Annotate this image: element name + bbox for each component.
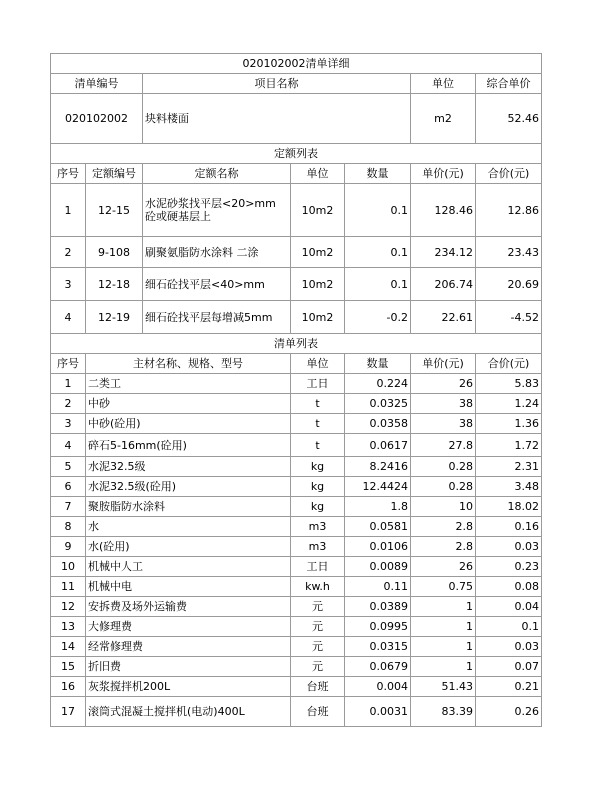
bill-header-row <box>51 74 542 94</box>
quota-qty: -0.2 <box>345 301 411 334</box>
list-no: 3 <box>51 414 86 434</box>
quota-unit: 10m2 <box>291 301 345 334</box>
quota-total: 20.69 <box>476 268 542 301</box>
list-header-qty: 数量 <box>345 354 411 374</box>
list-qty: 0.0679 <box>345 657 411 677</box>
list-total: 0.1 <box>476 617 542 637</box>
list-total: 0.03 <box>476 537 542 557</box>
list-no: 8 <box>51 517 86 537</box>
list-name: 机械中电 <box>86 577 291 597</box>
list-price: 10 <box>411 497 476 517</box>
quota-no: 1 <box>51 184 86 237</box>
quota-code: 12-15 <box>86 184 143 237</box>
list-price: 27.8 <box>411 434 476 457</box>
bill-row <box>51 94 542 144</box>
list-name: 折旧费 <box>86 657 291 677</box>
list-no: 4 <box>51 434 86 457</box>
list-name: 大修理费 <box>86 617 291 637</box>
quota-header-price: 单价(元) <box>411 164 476 184</box>
table-row <box>51 374 542 394</box>
title-row <box>51 54 542 74</box>
list-name: 水泥32.5级(砼用) <box>86 477 291 497</box>
list-price: 1 <box>411 657 476 677</box>
list-name: 水(砼用) <box>86 537 291 557</box>
material-list <box>51 374 542 727</box>
list-price: 1 <box>411 637 476 657</box>
list-qty: 0.224 <box>345 374 411 394</box>
list-total: 5.83 <box>476 374 542 394</box>
table-row <box>51 394 542 414</box>
list-qty: 0.0617 <box>345 434 411 457</box>
list-unit: 台班 <box>291 697 345 727</box>
quota-qty: 0.1 <box>345 268 411 301</box>
list-no: 13 <box>51 617 86 637</box>
list-unit: 台班 <box>291 677 345 697</box>
list-name: 机械中人工 <box>86 557 291 577</box>
quota-row <box>51 184 542 237</box>
header-bill-code: 清单编号 <box>51 74 143 94</box>
list-price: 26 <box>411 557 476 577</box>
list-no: 15 <box>51 657 86 677</box>
quota-name: 细石砼找平层<40>mm <box>143 268 291 301</box>
list-qty: 0.0106 <box>345 537 411 557</box>
table-row <box>51 677 542 697</box>
list-no: 10 <box>51 557 86 577</box>
quota-total: -4.52 <box>476 301 542 334</box>
header-unit-price: 综合单价 <box>476 74 542 94</box>
quota-total: 12.86 <box>476 184 542 237</box>
list-no: 9 <box>51 537 86 557</box>
bill-code: 020102002 <box>51 94 143 144</box>
bill-name: 块料楼面 <box>143 94 411 144</box>
list-qty: 0.0358 <box>345 414 411 434</box>
list-unit: 元 <box>291 637 345 657</box>
list-price: 1 <box>411 617 476 637</box>
quota-code: 12-19 <box>86 301 143 334</box>
quota-unit: 10m2 <box>291 237 345 268</box>
list-unit: t <box>291 434 345 457</box>
quota-header-row <box>51 164 542 184</box>
list-qty: 8.2416 <box>345 457 411 477</box>
list-name: 聚胺脂防水涂料 <box>86 497 291 517</box>
list-header-row <box>51 354 542 374</box>
bill-detail-table <box>50 53 542 727</box>
list-price: 83.39 <box>411 697 476 727</box>
header-unit: 单位 <box>411 74 476 94</box>
quota-price: 128.46 <box>411 184 476 237</box>
table-row <box>51 434 542 457</box>
list-no: 1 <box>51 374 86 394</box>
list-price: 38 <box>411 394 476 414</box>
list-unit: kg <box>291 457 345 477</box>
quota-no: 2 <box>51 237 86 268</box>
list-price: 2.8 <box>411 517 476 537</box>
table-row <box>51 577 542 597</box>
quota-total: 23.43 <box>476 237 542 268</box>
quota-header-code: 定额编号 <box>86 164 143 184</box>
list-unit: m3 <box>291 517 345 537</box>
list-unit: 工日 <box>291 374 345 394</box>
quota-section-title: 定额列表 <box>51 144 542 164</box>
list-name: 碎石5-16mm(砼用) <box>86 434 291 457</box>
table-row <box>51 617 542 637</box>
list-price: 2.8 <box>411 537 476 557</box>
list-price: 26 <box>411 374 476 394</box>
list-qty: 0.0089 <box>345 557 411 577</box>
quota-row <box>51 237 542 268</box>
list-total: 3.48 <box>476 477 542 497</box>
table-row <box>51 497 542 517</box>
quota-code: 9-108 <box>86 237 143 268</box>
list-unit: 工日 <box>291 557 345 577</box>
list-no: 17 <box>51 697 86 727</box>
list-price: 0.28 <box>411 477 476 497</box>
list-no: 11 <box>51 577 86 597</box>
list-no: 5 <box>51 457 86 477</box>
list-header-total: 合价(元) <box>476 354 542 374</box>
list-name: 中砂(砼用) <box>86 414 291 434</box>
list-total: 0.08 <box>476 577 542 597</box>
list-price: 38 <box>411 414 476 434</box>
quota-row <box>51 268 542 301</box>
table-row <box>51 557 542 577</box>
list-name: 水泥32.5级 <box>86 457 291 477</box>
header-item-name: 项目名称 <box>143 74 411 94</box>
list-total: 0.23 <box>476 557 542 577</box>
list-qty: 0.0325 <box>345 394 411 414</box>
table-row <box>51 517 542 537</box>
list-total: 2.31 <box>476 457 542 477</box>
quota-price: 234.12 <box>411 237 476 268</box>
list-section-row <box>51 334 542 354</box>
quota-row <box>51 301 542 334</box>
table-row <box>51 537 542 557</box>
list-unit: t <box>291 394 345 414</box>
list-name: 中砂 <box>86 394 291 414</box>
list-unit: kg <box>291 497 345 517</box>
list-unit: 元 <box>291 617 345 637</box>
quota-header-unit: 单位 <box>291 164 345 184</box>
list-total: 0.16 <box>476 517 542 537</box>
quota-qty: 0.1 <box>345 237 411 268</box>
list-name: 灰浆搅拌机200L <box>86 677 291 697</box>
list-name: 安拆费及场外运输费 <box>86 597 291 617</box>
list-unit: m3 <box>291 537 345 557</box>
list-unit: 元 <box>291 597 345 617</box>
list-no: 7 <box>51 497 86 517</box>
list-qty: 12.4424 <box>345 477 411 497</box>
list-qty: 0.11 <box>345 577 411 597</box>
table-title: 020102002清单详细 <box>51 54 542 74</box>
quota-section-row <box>51 144 542 164</box>
list-header-no: 序号 <box>51 354 86 374</box>
list-total: 0.26 <box>476 697 542 727</box>
table-row <box>51 477 542 497</box>
quota-price: 206.74 <box>411 268 476 301</box>
quota-price: 22.61 <box>411 301 476 334</box>
list-total: 1.24 <box>476 394 542 414</box>
list-price: 0.75 <box>411 577 476 597</box>
list-total: 0.03 <box>476 637 542 657</box>
bill-price: 52.46 <box>476 94 542 144</box>
table-row <box>51 597 542 617</box>
list-qty: 1.8 <box>345 497 411 517</box>
list-price: 51.43 <box>411 677 476 697</box>
list-total: 1.72 <box>476 434 542 457</box>
list-price: 1 <box>411 597 476 617</box>
list-no: 2 <box>51 394 86 414</box>
table-row <box>51 657 542 677</box>
table-row <box>51 457 542 477</box>
list-no: 6 <box>51 477 86 497</box>
quota-no: 4 <box>51 301 86 334</box>
table-row <box>51 637 542 657</box>
quota-header-no: 序号 <box>51 164 86 184</box>
list-unit: kw.h <box>291 577 345 597</box>
quota-unit: 10m2 <box>291 268 345 301</box>
list-name: 水 <box>86 517 291 537</box>
list-total: 0.07 <box>476 657 542 677</box>
list-unit: t <box>291 414 345 434</box>
list-total: 18.02 <box>476 497 542 517</box>
list-name: 二类工 <box>86 374 291 394</box>
list-header-price: 单价(元) <box>411 354 476 374</box>
list-qty: 0.0995 <box>345 617 411 637</box>
quota-header-total: 合价(元) <box>476 164 542 184</box>
list-name: 经常修理费 <box>86 637 291 657</box>
quota-code: 12-18 <box>86 268 143 301</box>
list-no: 14 <box>51 637 86 657</box>
quota-unit: 10m2 <box>291 184 345 237</box>
list-total: 0.21 <box>476 677 542 697</box>
bill-unit: m2 <box>411 94 476 144</box>
list-qty: 0.0581 <box>345 517 411 537</box>
list-section-title: 清单列表 <box>51 334 542 354</box>
list-no: 16 <box>51 677 86 697</box>
quota-header-name: 定额名称 <box>143 164 291 184</box>
list-total: 1.36 <box>476 414 542 434</box>
list-header-unit: 单位 <box>291 354 345 374</box>
quota-header-qty: 数量 <box>345 164 411 184</box>
list-qty: 0.0315 <box>345 637 411 657</box>
list-name: 滚筒式混凝土搅拌机(电动)400L <box>86 697 291 727</box>
quota-name: 刷聚氨脂防水涂料 二涂 <box>143 237 291 268</box>
list-price: 0.28 <box>411 457 476 477</box>
quota-no: 3 <box>51 268 86 301</box>
list-total: 0.04 <box>476 597 542 617</box>
quota-name: 水泥砂浆找平层<20>mm 砼或硬基层上 <box>143 184 291 237</box>
list-qty: 0.0031 <box>345 697 411 727</box>
list-no: 12 <box>51 597 86 617</box>
list-qty: 0.004 <box>345 677 411 697</box>
list-unit: 元 <box>291 657 345 677</box>
list-unit: kg <box>291 477 345 497</box>
table-row <box>51 697 542 727</box>
quota-qty: 0.1 <box>345 184 411 237</box>
quota-name: 细石砼找平层每增减5mm <box>143 301 291 334</box>
list-qty: 0.0389 <box>345 597 411 617</box>
list-header-name: 主材名称、规格、型号 <box>86 354 291 374</box>
table-row <box>51 414 542 434</box>
